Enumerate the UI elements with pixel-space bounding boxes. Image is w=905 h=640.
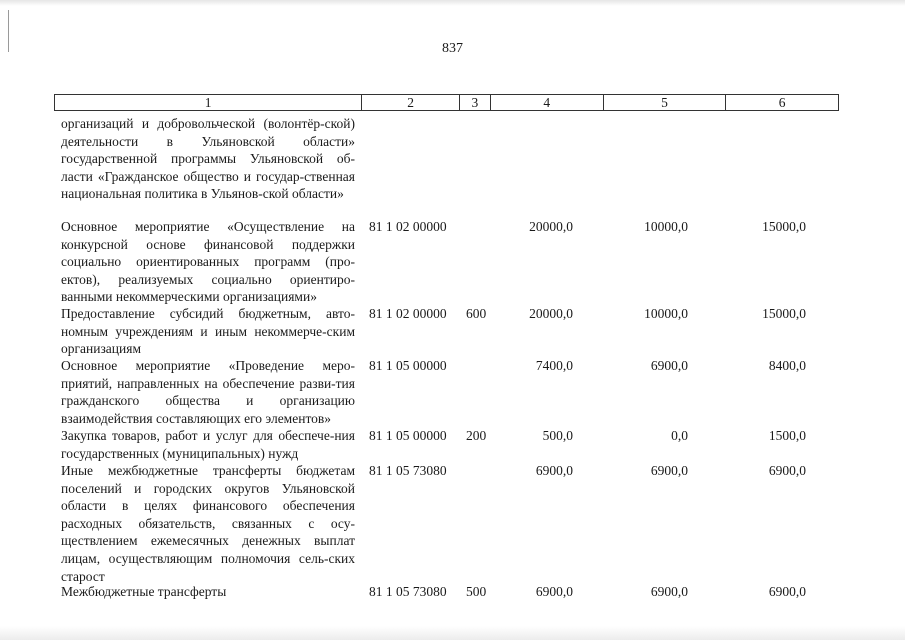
row-value-col-4: 20000,0 — [529, 219, 573, 234]
header-col-6: 6 — [725, 95, 838, 110]
row-name: Межбюджетные трансферты — [61, 584, 227, 599]
row-code: 81 1 02 00000 — [369, 219, 447, 234]
row-value-col-6: 6900,0 — [768, 463, 806, 478]
row-value-col-4: 7400,0 — [535, 358, 573, 373]
row-code: 81 1 02 00000 — [369, 306, 447, 321]
page-number: 837 — [442, 41, 463, 56]
row-expense-type: 600 — [466, 306, 487, 321]
row-value-col-4: 20000,0 — [529, 306, 573, 321]
row-value-col-4: 6900,0 — [535, 584, 573, 599]
row-name: Закупка товаров, работ и услуг для обеспече-ния государственных (муниципальных) нужд — [61, 428, 355, 461]
row-value-col-4: 500,0 — [542, 428, 573, 443]
row-name: Основное мероприятие «Осуществление на конкурсной основе финансовой поддержки социально ориентированных программ (про-ектов), реализуемых социально ориентиро-ванными некоммерческими организациями» — [61, 219, 355, 305]
row-value-col-6: 1500,0 — [768, 428, 806, 443]
row-value-col-4: 6900,0 — [535, 463, 573, 478]
header-col-3: 3 — [459, 95, 490, 110]
scan-edge-bottom — [0, 626, 905, 640]
row-code: 81 1 05 73080 — [369, 584, 447, 599]
row-value-col-6: 8400,0 — [768, 358, 806, 373]
header-col-2: 2 — [361, 95, 459, 110]
row-name: Предоставление субсидий бюджетным, авто-номным учреждениям и иным некоммерче-ским организациям — [61, 306, 355, 357]
row-code: 81 1 05 73080 — [369, 463, 447, 478]
row-value-col-5: 6900,0 — [650, 463, 688, 478]
row-code: 81 1 05 00000 — [369, 428, 447, 443]
row-value-col-5: 10000,0 — [644, 306, 688, 321]
row-value-col-6: 15000,0 — [762, 306, 806, 321]
row-value-col-5: 0,0 — [671, 428, 688, 443]
row-expense-type: 500 — [466, 584, 487, 599]
row-expense-type: 200 — [466, 428, 487, 443]
table-header — [54, 94, 839, 111]
row-name: организаций и добровольческой (волонтёр-ской) деятельности в Ульяновской области» государственной программы Ульяновской об-ласти «Гражданское общество и государ-ственная национальная политика в Ульянов-ской области» — [61, 116, 355, 202]
header-col-4: 4 — [490, 95, 603, 110]
row-value-col-6: 6900,0 — [768, 584, 806, 599]
row-code: 81 1 05 00000 — [369, 358, 447, 373]
row-name: Иные межбюджетные трансферты бюджетам поселений и городских округов Ульяновской области в целях финансового обеспечения расходных обязательств, связанных с осу-ществлением ежемесячных денежных выплат лицам, осуществляющим полномочия сель-ских старост — [61, 463, 355, 584]
header-col-1: 1 — [204, 95, 212, 110]
row-value-col-5: 6900,0 — [650, 584, 688, 599]
row-value-col-5: 10000,0 — [644, 219, 688, 234]
row-value-col-6: 15000,0 — [762, 219, 806, 234]
row-name: Основное мероприятие «Проведение меро-приятий, направленных на обеспечение разви-тия гражданского общества и организацию взаимодействия составляющих его элементов» — [61, 358, 355, 426]
row-value-col-5: 6900,0 — [650, 358, 688, 373]
header-col-5: 5 — [603, 95, 726, 110]
scan-edge-top — [0, 0, 905, 6]
